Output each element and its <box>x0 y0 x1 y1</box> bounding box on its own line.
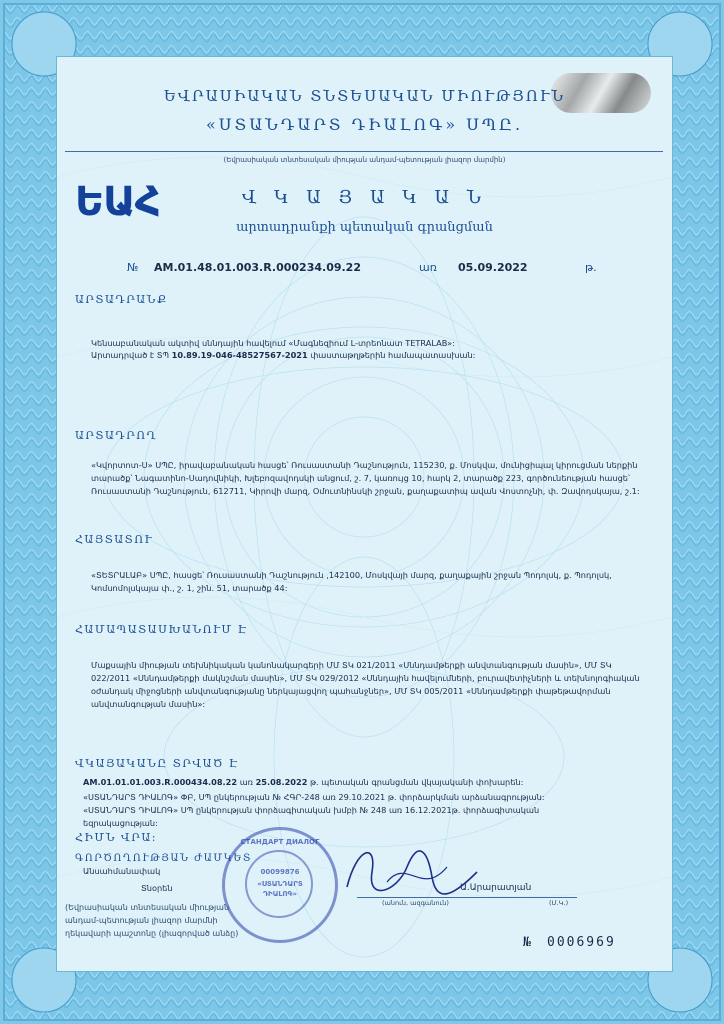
header-rule <box>65 151 663 152</box>
product-line1: Կենսաբանական ակտիվ սննդային հավելում «Մագնեզիում L-տրեոնատ TETRALAB»: <box>91 338 455 348</box>
manufacturer-text: «Կվորտոտ-Ս» ՍՊԸ, իրավաբանական հասցե՝ Ռուսաստանի Դաշնություն, 115230, ք. Մոսկվա, մունիցիպալ կիրուցման ներքին տարածք՝ Նագատինո-Սադովնիկի, Խլեբոզավոդսկի անցում, շ. 7, կառույց 10, հարկ 2, տարածք 223, գործունեության հասցե՝ Ռուսաստանի Դաշնություն, 612711, Կիրովի մարզ, Օմուտնինսկի շրջան, քաղաքատիպ ավան Վոստոչնի, փ. Զավոդսկայա, շ.1: <box>91 460 640 496</box>
protocol-date-prefix: առ <box>239 777 253 787</box>
stamp-ring-text: СТАНДАРТ ДИАЛОГ <box>240 838 320 846</box>
issued-line1 <box>83 777 523 787</box>
eac-logo: ԵԱՀ <box>75 179 160 225</box>
protocol-number: AM.01.01.01.003.R.000434.08.22 <box>83 777 238 787</box>
certificate-body <box>56 56 673 972</box>
manufacturer-heading: ԱՐՏԱԴՐՈՂ <box>75 429 158 442</box>
protocol-date: 25.08.2022 <box>255 777 308 787</box>
product-heading: ԱՐՏԱԴՐԱՆՔ <box>75 293 168 306</box>
product-line2-prefix: Արտադրված է ՏՊ <box>91 350 170 360</box>
official-stamp <box>222 827 338 943</box>
serial-number: 0006969 <box>547 935 616 950</box>
product-line2-suffix: փաստաթղթերին համապատասխան: <box>310 350 476 360</box>
validity-value: Անսահմանափակ <box>83 866 161 876</box>
issued-line3: «ՍՏԱՆԴԱՐՏ ԴԻԱԼՈԳ» ՍՊ ընկերության փորձագիտական խմբի № 248 առ 16.12.2021թ. փորձագիտական <box>83 805 540 815</box>
certificate-number: AM.01.48.01.003.R.000234.09.22 <box>154 261 361 274</box>
union-name: ԵՎՐԱՍԻԱԿԱՆ ՏՆՏԵՍԱԿԱՆ ՄԻՈՒԹՅՈՒՆ <box>163 87 566 105</box>
org-subtitle: (Եվրասիական տնտեսական միության անդամ-պետության լիազոր մարմին) <box>223 156 506 164</box>
footer-note-line3: ղեկավարի պաշտոնը (լիազորված անձը) <box>65 929 239 938</box>
name-caption: (անուն, ազգանուն) <box>382 899 449 907</box>
stamp-center-line1: «ՍՏԱՆԴԱՐՏ <box>257 880 303 888</box>
certificate-subtitle: արտադրանքի պետական գրանցման <box>236 220 493 235</box>
stamp-label: (Մ.Կ.) <box>549 899 569 907</box>
signature-scribble <box>337 837 487 907</box>
issued-line1-tail: թ. պետական գրանցման վկայականի փոխարեն: <box>310 777 524 787</box>
recipient-text: «ՏԵՏՐԱԼԱԲ» ՍՊԸ, հասցե՝ Ռուսաստանի Դաշնություն ,142100, Մոսկվայի մարզ, քաղաքային շրջան Պոդոլսկ, ք. Պոդոլսկ, Կոմսոմոլսկայա փ., շ. 1, շին. 51, տարածք 44: <box>91 570 612 593</box>
validity-heading: ԳՈՐԾՈՂՈՒԹՅԱՆ ԺԱՄԿԵՏ <box>75 853 252 864</box>
issued-heading: ՎԿԱՅԱԿԱՆԸ ՏՐՎԱԾ Է <box>75 757 239 770</box>
footer-note-line1: (Եվրասիական տնտեսական միության <box>65 903 230 912</box>
issued-line4: եզրակացության: <box>83 818 158 828</box>
signatory-name: Ա.Արարատյան <box>460 883 532 893</box>
issued-line2: «ՍՏԱՆԴԱՐՏ ԴԻԱԼՈԳ» ՓԲ, ՍՊ ընկերության № ՀԳՐ-248 առ 29.10.2021 թ. փորձարկման արձանագրության: <box>83 792 545 802</box>
serial-prefix: № <box>523 935 533 950</box>
date-suffix: թ. <box>585 261 597 274</box>
compliance-heading: ՀԱՄԱՊԱՏԱՍԽԱՆՈՒՄ Է <box>75 623 248 636</box>
date-prefix: առ <box>419 261 437 274</box>
compliance-text: Մաքսային միության տեխնիկական կանոնակարգերի ՄՄ ՏԿ 021/2011 «Սննդամթերքի անվտանգության մասին», ՄՄ ՏԿ 022/2011 «Սննդամթերքի մակնշման մասին», ՄՄ ՏԿ 029/2012 «Սննդային հավելումների, բուրավետիչների և տեխնոլոգիական օժանդակ միջոցների անվտանգությանը ներկայացվող պահանջներ», ՄՄ ՏԿ 005/2011 «Սննդամթերքի փաթեթավորման անվտանգության մասին»: <box>91 660 640 709</box>
stamp-number: 00099876 <box>260 868 300 876</box>
basis-heading: ՀԻՄՆ ՎՐԱ: <box>75 831 157 844</box>
certificate-title: Վ Կ Ա Յ Ա Կ Ա Ն <box>241 187 488 208</box>
certificate-date: 05.09.2022 <box>458 261 528 274</box>
stamp-center-line2: ԴԻԱԼՈԳ» <box>262 890 298 898</box>
signatory-role: Տնօրեն <box>141 883 173 893</box>
product-line2 <box>91 350 475 360</box>
product-spec-code: 10.89.19-046-48527567-2021 <box>171 350 308 360</box>
number-prefix: № <box>127 261 139 274</box>
footer-note-line2: անդամ-պետության լիազոր մարմնի <box>65 916 218 925</box>
org-name: «ՍՏԱՆԴԱՐՏ ԴԻԱԼՈԳ» ՍՊԸ. <box>205 115 524 134</box>
recipient-heading: ՀԱՅՏԱՏՈՒ <box>75 533 153 546</box>
